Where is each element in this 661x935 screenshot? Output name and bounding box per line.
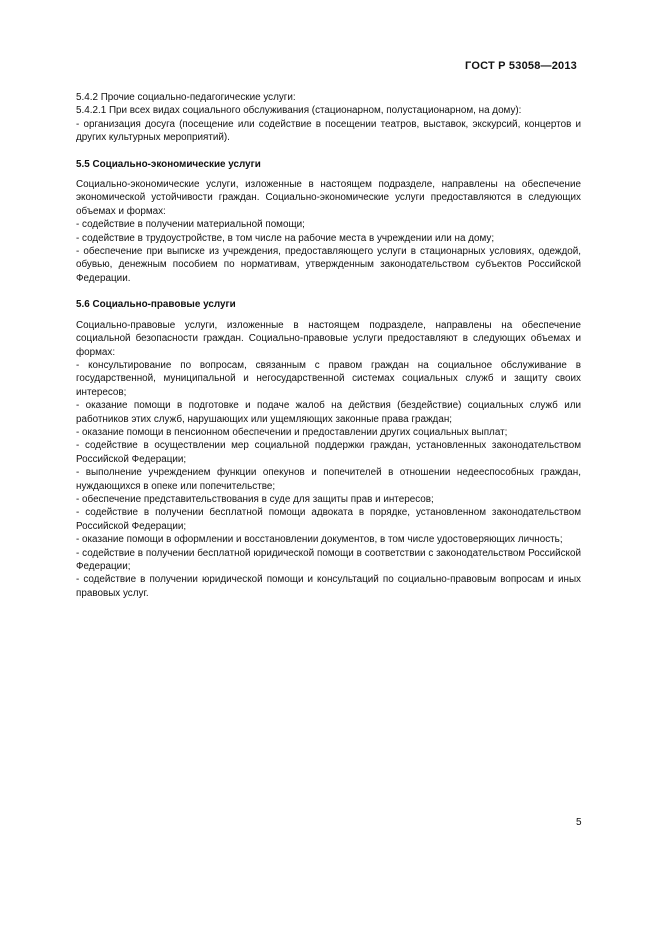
list-item: - оказание помощи в пенсионном обеспечении и предоставлении других социальных выплат;: [76, 426, 508, 438]
list-item: - оказание помощи в оформлении и восстановлении документов, в том числе удостоверяющих личность;: [76, 534, 563, 546]
list-item: - консультирование по вопросам, связанным с правом граждан на социальное обслуживание в государственной, муниципальной и негосударственной системах социальных служб и защиту своих интересов;: [76, 359, 581, 398]
list-item: - оказание помощи в подготовке и подаче жалоб на действия (бездействие) социальных служб или работников этих служб, нарушающих или ущемляющих законные права граждан;: [76, 400, 581, 425]
page-number: 5: [576, 817, 582, 828]
list-item: - организация досуга (посещение или содействие в посещении театров, выставок, экскурсий, концертов и других культурных мероприятий).: [76, 118, 581, 144]
subsection-title-5-4-2-1: 5.4.2.1 При всех видах социального обслуживания (стационарном, полустационарном, на дому):: [76, 105, 522, 117]
document-body: [76, 91, 581, 600]
section-heading-5-6: 5.6 Социально-правовые услуги: [76, 299, 236, 311]
list-item: - содействие в осуществлении мер социальной поддержки граждан, установленных законодательством Российской Федерации;: [76, 440, 581, 465]
list-item: - содействие в получении бесплатной юридической помощи в соответствии с законодательством Российской Федерации;: [76, 547, 581, 572]
list-item: - содействие в получении юридической помощи и консультаций по социально-правовым вопросам и иных правовых услуг.: [76, 574, 581, 599]
document-id: ГОСТ Р 53058—2013: [465, 60, 577, 72]
list-item: - обеспечение при выписке из учреждения, предоставляющего услуги в стационарных условиях, одеждой, обувью, денежным пособием по нормативам, утвержденным законодательством субъектов Российской Федерации.: [76, 246, 581, 284]
list-item: - выполнение учреждением функции опекунов и попечителей в отношении недееспособных граждан, нуждающихся в опеке или попечительстве;: [76, 467, 581, 492]
list-item: - обеспечение представительствования в суде для защиты прав и интересов;: [76, 493, 434, 505]
list-item: - содействие в получении бесплатной помощи адвоката в порядке, установленном законодательством Российской Федерации;: [76, 507, 581, 532]
list-item: - содействие в получении материальной помощи;: [76, 219, 305, 231]
subsection-title-5-4-2: 5.4.2 Прочие социально-педагогические услуги:: [76, 92, 296, 103]
section-intro-5-6: Социально-правовые услуги, изложенные в настоящем подразделе, направлены на обеспечение социальной безопасности граждан. Социально-правовые услуги предоставляют в следующих объемах и формах:: [76, 319, 581, 358]
section-intro-5-5: Социально-экономические услуги, изложенные в настоящем подразделе, направлены на обеспечение экономической устойчивости граждан. Социально-экономические услуги предоставляются в следующих объемах и формах:: [76, 179, 581, 217]
section-heading-5-5: 5.5 Социально-экономические услуги: [76, 158, 261, 170]
list-item: - содействие в трудоустройстве, в том числе на рабочие места в учреждении или на дому;: [76, 232, 495, 244]
